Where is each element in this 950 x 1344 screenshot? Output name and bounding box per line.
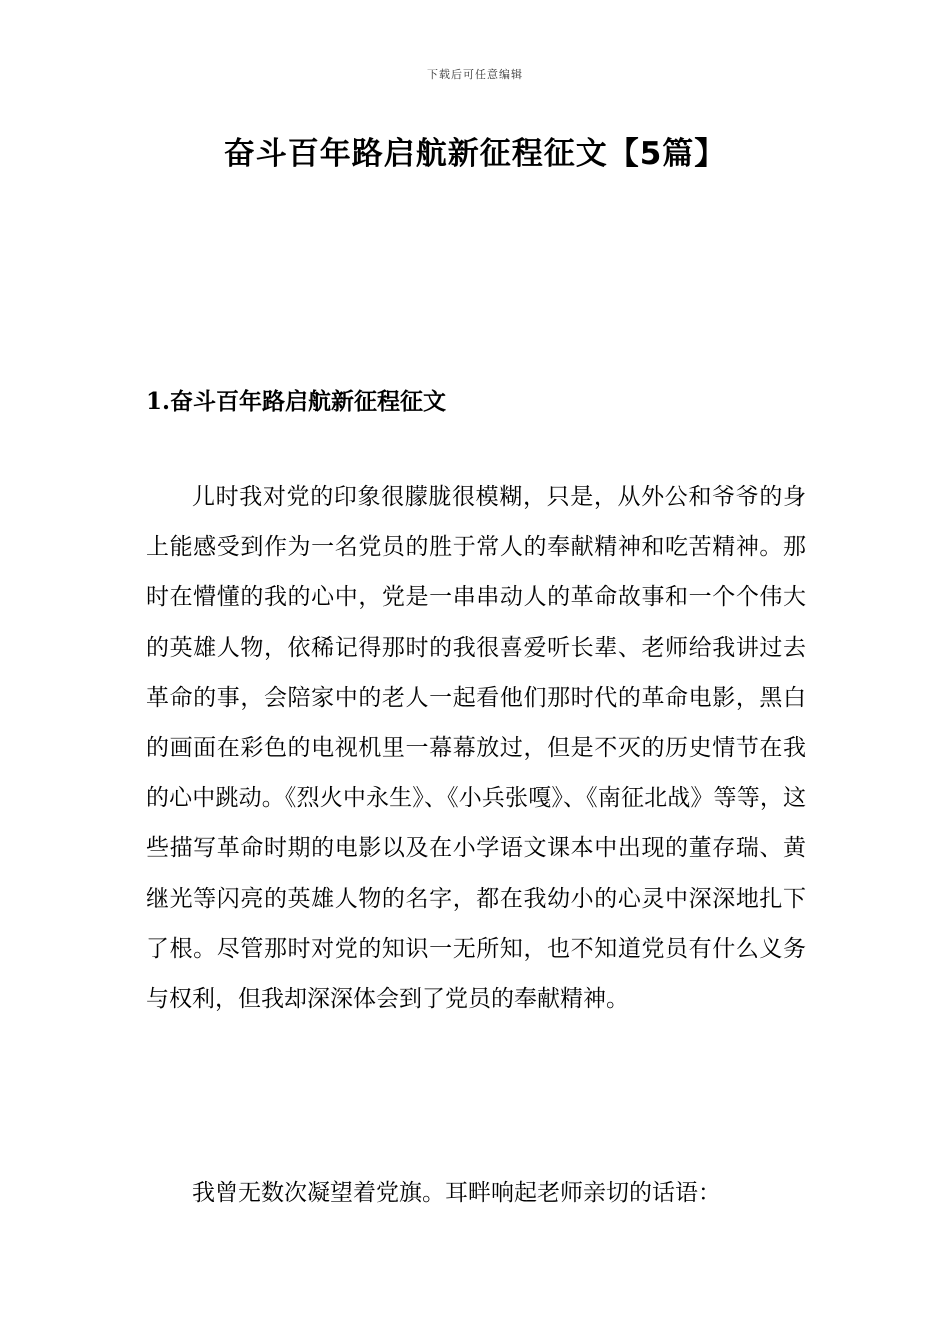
body-paragraph: 我曾无数次凝望着党旗。耳畔响起老师亲切的话语： [192,1180,721,1206]
document-title: 奋斗百年路启航新征程征文【5篇】 [223,136,727,172]
section-heading: 1.奋斗百年路启航新征程征文 [146,388,447,415]
body-paragraph: 儿时我对党的印象很朦胧很模糊，只是，从外公和爷爷的身上能感受到作为一名党员的胜于常人的奉献精神和吃苦精神。那时在懵懂的我的心中，党是一串串动人的革命故事和一个个伟大的英雄人物，依稀记得那时的我很喜爱听长辈、老师给我讲过去革命的事，会陪家中的老人一起看他们那时代的革命电影，黑白的画面在彩色的电视机里一幕幕放过，但是不灭的历史情节在我的心中跳动。《烈火中永生》、《小兵张嘎》、《南征北战》等等，这些描写革命时期的电影以及在小学语文课本中出现的董存瑞、黄继光等闪亮的英雄人物的名字，都在我幼小的心灵中深深地扎下了根。尽管那时对党的知识一无所知，也不知道党员有什么义务与权利，但我却深深体会到了党员的奉献精神。 [146,484,806,1013]
header-note: 下载后可任意编辑 [427,68,523,81]
